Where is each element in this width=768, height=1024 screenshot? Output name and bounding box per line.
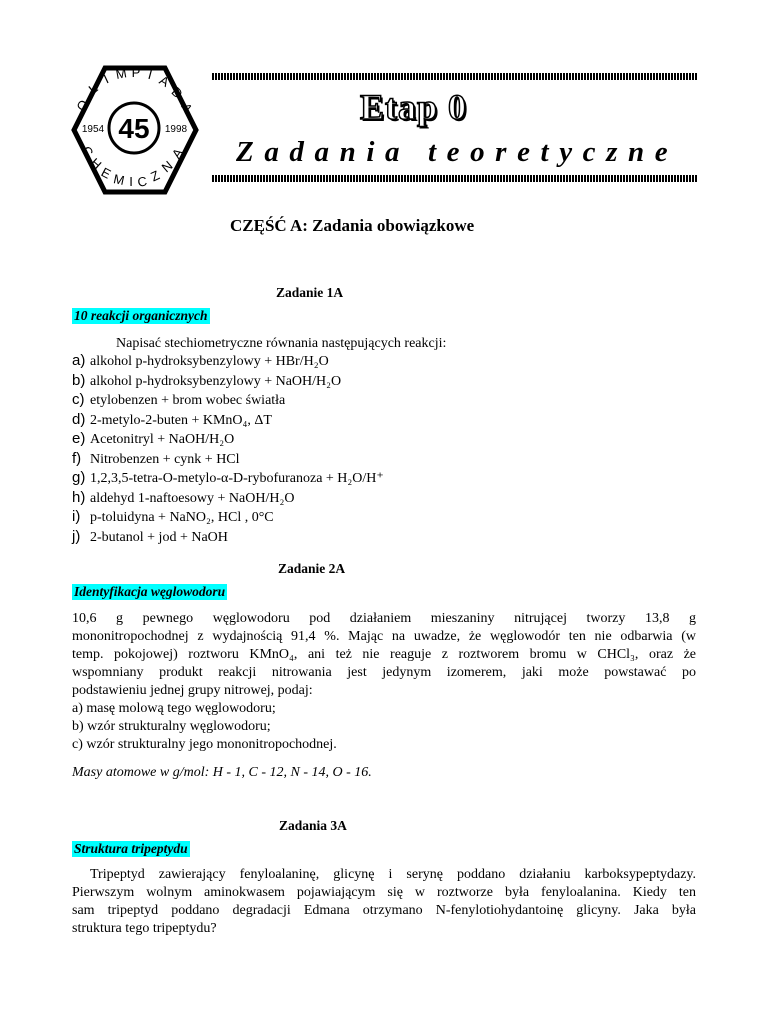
- task2-line: temp. pokojowej) roztworu KMnO₄, ani też nie reaguje z roztworem bromu w CHCl₃, oraz że: [72, 647, 696, 662]
- task2-text: [72, 610, 696, 754]
- item-text: etylobenzen + brom wobec światła: [90, 393, 286, 408]
- logo-letter: L: [85, 80, 101, 97]
- logo-letter: D: [168, 84, 186, 102]
- logo-letter: I: [129, 174, 133, 189]
- item-letter: e): [72, 430, 86, 447]
- task2-line: podstawieniu jednej grupy nitrowej, podaj:: [72, 683, 313, 698]
- task1-topic: 10 reakcji organicznych: [74, 308, 208, 323]
- logo-letter: M: [112, 171, 126, 189]
- logo-letter: N: [158, 157, 176, 176]
- list-item: [72, 372, 384, 392]
- task3-line: Pierwszym wolnym aminokwasem pojawiającym się w roztworze była fenyloalanina. Kiedy ten: [72, 885, 696, 900]
- logo-letter: Z: [148, 167, 162, 185]
- list-item: [72, 411, 384, 431]
- list-item: [72, 391, 384, 411]
- item-letter: i): [72, 508, 81, 525]
- item-text: aldehyd 1-naftoesowy + NaOH/H₂O: [90, 490, 295, 506]
- olympiad-logo: [70, 60, 200, 200]
- page-subtitle: Zadania teoretyczne: [236, 136, 679, 168]
- task2-heading: Zadanie 2A: [278, 561, 346, 576]
- task2-topic: Identyfikacja węglowodoru: [74, 584, 226, 599]
- logo-letter: O: [73, 96, 92, 114]
- logo-letter: A: [156, 72, 172, 90]
- logo-letter: P: [131, 65, 141, 80]
- item-letter: g): [72, 469, 86, 486]
- task2-line: 10,6 g pewnego węglowodoru pod działaniem mieszaniny nitrującej tworzy 13,8 g: [72, 611, 696, 626]
- olympiad-logo-emblem: [70, 60, 200, 200]
- list-item: [72, 508, 384, 528]
- task1-intro: Napisać stechiometryczne równania następujących reakcji:: [116, 336, 447, 351]
- task2-line: wspomniany produkt reakcji nitrowania jest jedynym izomerem, jaki może powstawać po: [72, 665, 696, 680]
- logo-letter: A: [168, 145, 186, 162]
- logo-year-right: 1998: [164, 124, 188, 135]
- item-letter: d): [72, 410, 86, 428]
- logo-letter: H: [87, 154, 105, 173]
- task1-heading: Zadanie 1A: [276, 285, 344, 300]
- item-letter: h): [72, 488, 86, 506]
- item-letter: j): [72, 527, 81, 545]
- logo-letter: I: [146, 66, 154, 83]
- task3-topic: Struktura tripeptydu: [74, 841, 188, 856]
- item-letter: f): [72, 449, 82, 467]
- task3-line: Tripeptyd zawierający fenyloalaninę, glicynę i serynę poddano działaniu karboksypeptydazy.: [90, 867, 696, 882]
- item-letter: c): [72, 391, 85, 408]
- list-item: [72, 352, 384, 372]
- task2-question: a) masę molową tego węglowodoru;: [72, 701, 276, 716]
- logo-letter: C: [78, 143, 97, 160]
- item-letter: b): [72, 371, 86, 389]
- logo-number: 45: [118, 113, 150, 144]
- list-item: [72, 528, 384, 548]
- logo-letter: M: [114, 65, 128, 82]
- task1-reaction-list: [72, 352, 384, 547]
- item-text: alkohol p-hydroksybenzylowy + NaOH/H₂O: [90, 373, 342, 389]
- header-rule-top: [212, 73, 698, 80]
- item-text: p-toluidyna + NaNO₂, HCl , 0°C: [90, 510, 274, 525]
- logo-letter: C: [136, 173, 149, 190]
- list-item: [72, 430, 384, 450]
- item-text: Acetonitryl + NaOH/H₂O: [90, 432, 235, 447]
- logo-letter: I: [101, 71, 111, 87]
- item-text: 1,2,3,5-tetra-O-metylo-α-D-rybofuranoza + H₂O/H⁺: [90, 471, 384, 486]
- logo-letter: A: [178, 100, 196, 116]
- header-rule-bottom: [212, 175, 698, 182]
- item-text: alkohol p-hydroksybenzylowy + HBr/H₂O: [90, 354, 329, 369]
- task2-line: mononitropochodnej z wydajnością 91,4 %. Mając na uwadze, że węglowodór ten nie odbarwia (w: [72, 629, 696, 644]
- logo-letter: E: [98, 164, 114, 182]
- task2-atomic-masses-note: Masy atomowe w g/mol: H - 1, C - 12, N - 14, O - 16.: [72, 765, 372, 780]
- list-item: [72, 450, 384, 470]
- list-item: [72, 469, 384, 489]
- stage-title: Etap 0: [360, 87, 468, 127]
- item-text: 2-butanol + jod + NaOH: [90, 529, 228, 545]
- list-item: [72, 489, 384, 509]
- task3-line: struktura tego tripeptydu?: [72, 921, 217, 936]
- logo-year-left: 1954: [81, 124, 105, 135]
- item-text: 2-metylo-2-buten + KMnO₄, ΔT: [90, 412, 272, 428]
- task3-text: [72, 866, 696, 938]
- task2-question: c) wzór strukturalny jego mononitropochodnej.: [72, 737, 337, 752]
- item-text: Nitrobenzen + cynk + HCl: [90, 451, 240, 467]
- item-letter: a): [72, 352, 86, 369]
- task3-line: sam tripeptyd poddano degradacji Edmana otrzymano N-fenylotiohydantoinę glicyny. Jaka była: [72, 903, 696, 918]
- task3-heading: Zadania 3A: [279, 818, 347, 833]
- task2-question: b) wzór strukturalny węglowodoru;: [72, 719, 271, 734]
- part-title: CZĘŚĆ A: Zadania obowiązkowe: [230, 216, 475, 235]
